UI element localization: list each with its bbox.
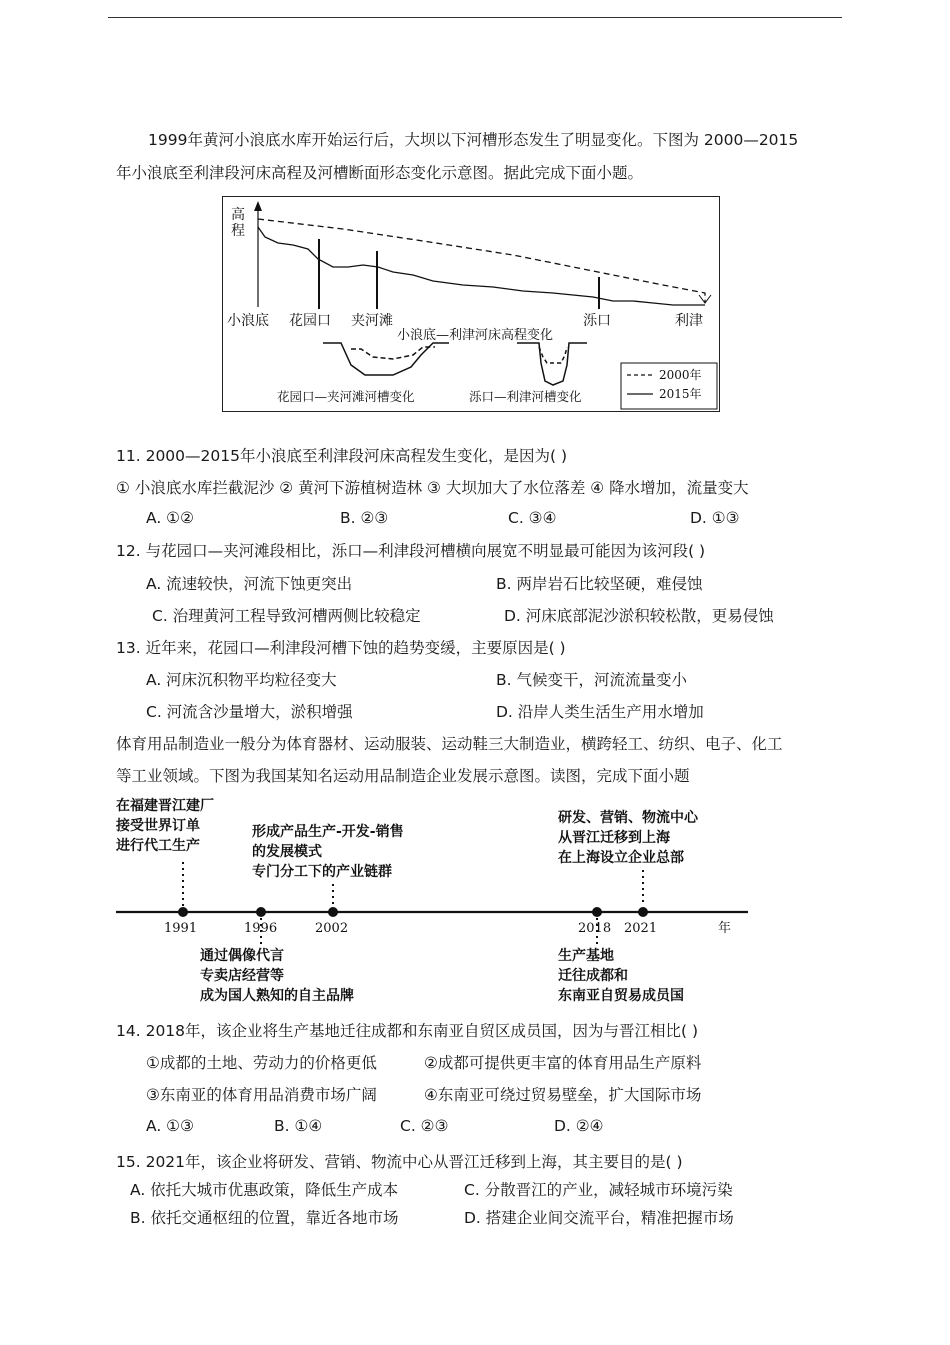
- company-timeline-figure: [112, 794, 772, 1008]
- note-2002-line3: 专门分工下的产业链群: [252, 864, 392, 880]
- riverbed-elevation-chart: [223, 197, 719, 411]
- q15-option-b[interactable]: B. 依托交通枢纽的位置，靠近各地市场: [130, 1209, 399, 1227]
- station-luokou: 泺口: [583, 313, 611, 329]
- year-2021: 2021: [624, 921, 658, 936]
- note-2021-line2: 从晋江迁移到上海: [558, 830, 670, 846]
- intro1-line2: 年小浪底至利津段河床高程及河槽断面形态变化示意图。据此完成下面小题。: [116, 164, 644, 182]
- ylabel-1: 高: [231, 207, 245, 223]
- intro2-line1: 体育用品制造业一般分为体育器材、运动服装、运动鞋三大制造业，横跨轻工、纺织、电子、化工: [116, 735, 783, 753]
- point-1991: [178, 907, 188, 917]
- q15-option-a[interactable]: A. 依托大城市优惠政策，降低生产成本: [130, 1181, 399, 1199]
- section-left-2015: [323, 343, 449, 375]
- q12-option-b[interactable]: B. 两岸岩石比较坚硬，难侵蚀: [496, 575, 703, 593]
- section-right-2015: [517, 343, 587, 385]
- q15-option-c[interactable]: C. 分散晋江的产业，减轻城市环境污染: [464, 1181, 733, 1199]
- note-2018-line3: 东南亚自贸易成员国: [558, 988, 684, 1004]
- company-timeline: [112, 794, 772, 1008]
- legend-2015-label: 2015年: [659, 387, 702, 401]
- q14-statement-4: ④东南亚可绕过贸易壁垒，扩大国际市场: [424, 1086, 702, 1104]
- q11-option-c[interactable]: C. ③④: [508, 509, 557, 527]
- q12-stem: 12. 与花园口—夹河滩段相比，泺口—利津段河槽横向展宽不明显最可能因为该河段( ): [116, 542, 706, 560]
- year-1991: 1991: [164, 921, 198, 936]
- caption-right: 泺口—利津河槽变化: [469, 389, 582, 404]
- station-huayuankou: 花园口: [289, 313, 331, 329]
- note-1996-line2: 专卖店经营等: [200, 968, 284, 984]
- note-2021-line3: 在上海设立企业总部: [558, 850, 684, 866]
- q14-option-c[interactable]: C. ②③: [400, 1117, 449, 1135]
- q13-option-b[interactable]: B. 气候变干，河流流量变小: [496, 671, 687, 689]
- intro-paragraph-1: [116, 124, 846, 157]
- year-2002: 2002: [315, 921, 349, 936]
- q11-statements: ① 小浪底水库拦截泥沙 ② 黄河下游植树造林 ③ 大坝加大了水位落差 ④ 降水增加，流量变大: [116, 479, 749, 497]
- note-1991-line1: 在福建晋江建厂: [116, 798, 214, 814]
- q14-option-b[interactable]: B. ①④: [274, 1117, 323, 1135]
- station-lijin: 利津: [675, 313, 703, 329]
- note-2002-line2: 的发展模式: [252, 844, 322, 860]
- q12-option-c[interactable]: C. 治理黄河工程导致河槽两侧比较稳定: [152, 607, 421, 625]
- q14-statement-3: ③东南亚的体育用品消费市场广阔: [146, 1086, 377, 1104]
- q11-option-d[interactable]: D. ①③: [690, 509, 740, 527]
- q11-option-a[interactable]: A. ①②: [146, 509, 194, 527]
- figure1-subtitle: 小浪底—利津河床高程变化: [397, 328, 554, 343]
- q14-option-a[interactable]: A. ①③: [146, 1117, 194, 1135]
- q13-option-d[interactable]: D. 沿岸人类生活生产用水增加: [496, 703, 704, 721]
- point-2021: [638, 907, 648, 917]
- year-2018: 2018: [578, 921, 612, 936]
- q15-option-d[interactable]: D. 搭建企业间交流平台，精准把握市场: [464, 1209, 734, 1227]
- q14-statement-1: ①成都的土地、劳动力的价格更低: [146, 1054, 377, 1072]
- q15-stem: 15. 2021年，该企业将研发、营销、物流中心从晋江迁移到上海，其主要目的是( ): [116, 1153, 683, 1171]
- note-1996-line1: 通过偶像代言: [200, 948, 284, 964]
- legend-2000-label: 2000年: [659, 368, 702, 382]
- q13-option-c[interactable]: C. 河流含沙量增大，淤积增强: [146, 703, 353, 721]
- q12-option-d[interactable]: D. 河床底部泥沙淤积较松散，更易侵蚀: [504, 607, 774, 625]
- note-2021-line1: 研发、营销、物流中心: [558, 810, 698, 826]
- line-2015: [258, 227, 705, 305]
- note-2018-line2: 迁往成都和: [558, 968, 628, 984]
- point-1996: [256, 907, 266, 917]
- note-2002-line1: 形成产品生产-开发-销售: [252, 824, 404, 840]
- intro1-line1: 1999年黄河小浪底水库开始运行后，大坝以下河槽形态发生了明显变化。下图为 2000—2015: [148, 131, 799, 149]
- riverbed-elevation-figure: [222, 196, 720, 412]
- station-jiahetan: 夹河滩: [351, 313, 393, 329]
- note-1996-line3: 成为国人熟知的自主品牌: [200, 988, 354, 1004]
- q14-option-d[interactable]: D. ②④: [554, 1117, 604, 1135]
- point-2018: [592, 907, 602, 917]
- note-2018-line1: 生产基地: [558, 948, 614, 964]
- point-2002: [328, 907, 338, 917]
- q13-stem: 13. 近年来，花园口—利津段河槽下蚀的趋势变缓，主要原因是( ): [116, 639, 566, 657]
- q11-option-b[interactable]: B. ②③: [340, 509, 389, 527]
- note-1991-line2: 接受世界订单: [116, 818, 200, 834]
- line-2000: [258, 219, 705, 303]
- intro-paragraph-1b: [116, 157, 846, 190]
- q14-statement-2: ②成都可提供更丰富的体育用品生产原料: [424, 1054, 702, 1072]
- year-unit: 年: [718, 921, 732, 936]
- q13-option-a[interactable]: A. 河床沉积物平均粒径变大: [146, 671, 337, 689]
- y-axis-arrow: [254, 201, 262, 211]
- q14-stem: 14. 2018年，该企业将生产基地迁往成都和东南亚自贸区成员国，因为与晋江相比( ): [116, 1022, 699, 1040]
- q11-stem: 11. 2000—2015年小浪底至利津段河床高程发生变化，是因为( ): [116, 447, 567, 465]
- station-xiaolangdi: 小浪底: [227, 313, 269, 329]
- header-rule: [108, 17, 842, 18]
- note-1991-line3: 进行代工生产: [116, 838, 200, 854]
- caption-left: 花园口—夹河滩河槽变化: [277, 389, 415, 404]
- intro2-line2: 等工业领域。下图为我国某知名运动用品制造企业发展示意图。读图，完成下面小题: [116, 767, 690, 785]
- year-1996: 1996: [244, 921, 278, 936]
- section-right-2000: [539, 347, 567, 363]
- q12-option-a[interactable]: A. 流速较快，河流下蚀更突出: [146, 575, 353, 593]
- ylabel-2: 程: [231, 223, 245, 239]
